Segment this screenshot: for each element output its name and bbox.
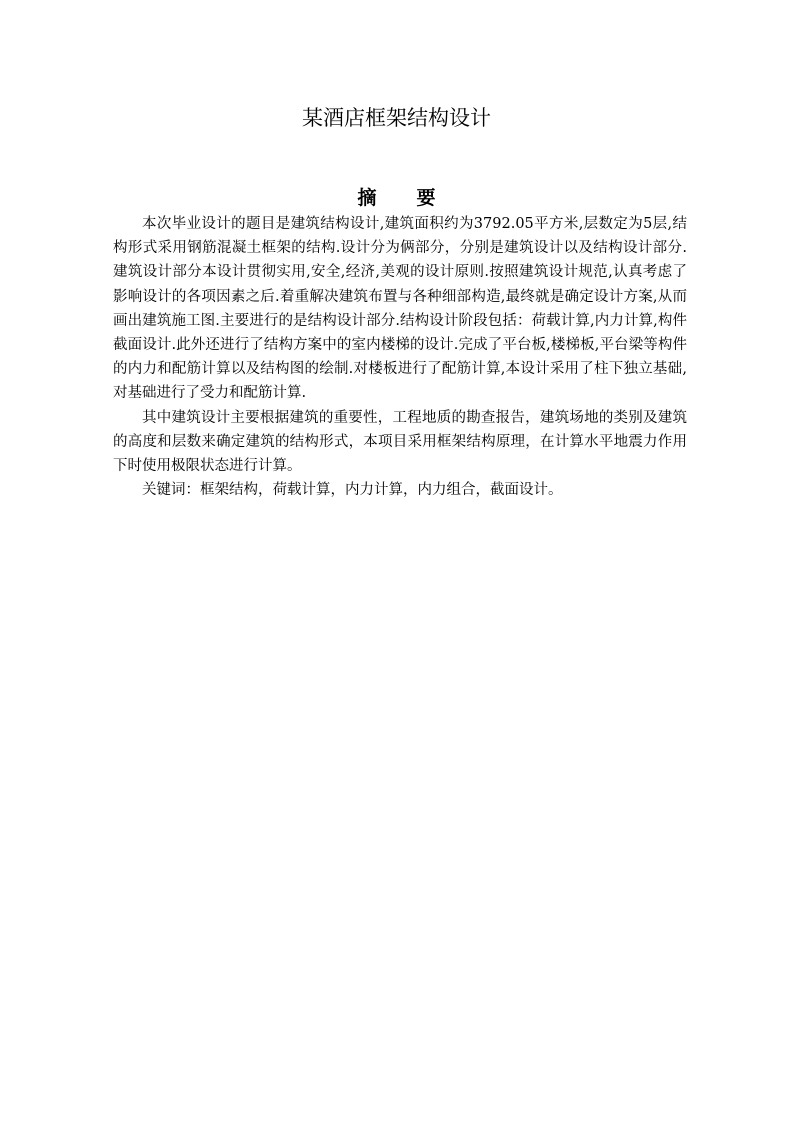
abstract-body — [113, 212, 687, 502]
abstract-heading — [0, 185, 793, 211]
abstract-paragraph-1: 本次毕业设计的题目是建筑结构设计,建筑面积约为3792.05平方米,层数定为5层,结构形式采用钢筋混凝土框架的结构.设计分为俩部分，分别是建筑设计以及结构设计部分.建筑设计部分本设计贯彻实用,安全,经济,美观的设计原则.按照建筑设计规范,认真考虑了影响设计的各项因素之后.着重解决建筑布置与各种细部构造,最终就是确定设计方案,从而画出建筑施工图.主要进行的是结构设计部分.结构设计阶段包括：荷载计算,内力计算,构件截面设计.此外还进行了结构方案中的室内楼梯的设计.完成了平台板,楼梯板,平台梁等构件的内力和配筋计算以及结构图的绘制.对楼板进行了配筋计算,本设计采用了柱下独立基础,对基础进行了受力和配筋计算. — [113, 216, 687, 402]
document-title: 某酒店框架结构设计 — [302, 106, 491, 130]
keywords-line: 关键词：框架结构，荷载计算，内力计算，内力组合，截面设计。 — [142, 482, 563, 499]
abstract-paragraph-2: 其中建筑设计主要根据建筑的重要性，工程地质的勘查报告，建筑场地的类别及建筑的高度和层数来确定建筑的结构形式，本项目采用框架结构原理，在计算水平地震力作用下时使用极限状态进行计算。 — [113, 409, 687, 475]
abstract-heading-char-1: 摘 — [357, 187, 377, 209]
abstract-heading-char-2: 要 — [416, 187, 436, 209]
